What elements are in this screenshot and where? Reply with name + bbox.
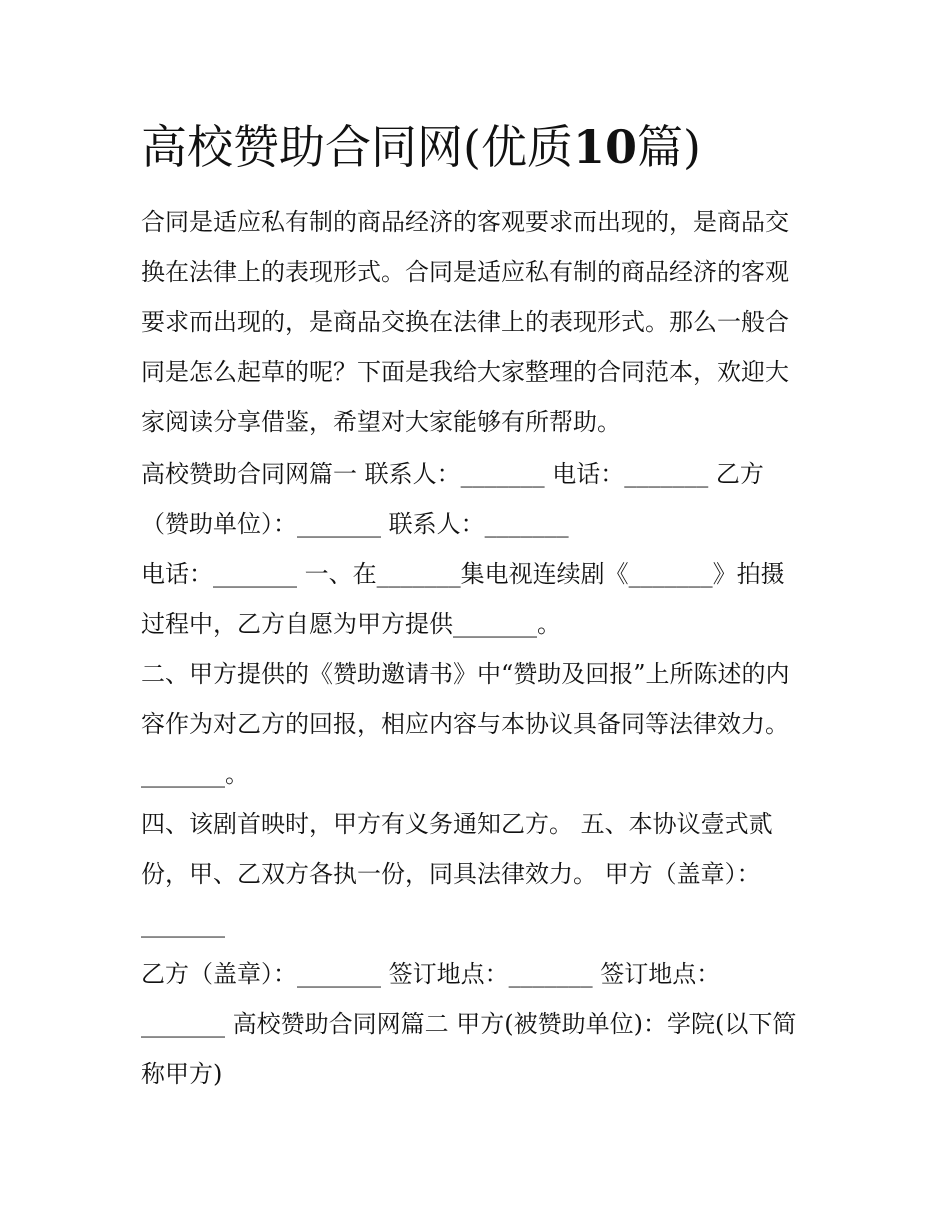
text-line: 要求而出现的，是商品交换在法律上的表现形式。那么一般合 (141, 308, 789, 336)
text-line: 四、该剧首映时，甲方有义务通知乙方。 五、本协议壹式贰 (141, 810, 773, 838)
text-line: _______ (141, 910, 225, 938)
document-title (141, 114, 701, 180)
text-line: 称甲方) (141, 1060, 223, 1088)
text-line: 同是怎么起草的呢？下面是我给大家整理的合同范本，欢迎大 (141, 358, 789, 386)
text-line: 换在法律上的表现形式。合同是适应私有制的商品经济的客观 (141, 258, 789, 286)
intro-paragraph (141, 197, 821, 447)
contract-body (141, 449, 821, 1099)
title-text: 高校赞助合同网(优质 (141, 120, 573, 174)
text-line: 容作为对乙方的回报，相应内容与本协议具备同等法律效力。 (141, 710, 789, 738)
text-line: 过程中，乙方自愿为甲方提供_______。 (141, 610, 561, 638)
text-line: 合同是适应私有制的商品经济的客观要求而出现的，是商品交 (141, 208, 789, 236)
text-line: _______。 (141, 760, 249, 788)
text-line: 乙方（盖章）：_______ 签订地点：_______ 签订地点： (141, 960, 721, 988)
text-line: 二、甲方提供的《赞助邀请书》中“赞助及回报”上所陈述的内 (141, 660, 790, 688)
text-line: 份，甲、乙双方各执一份，同具法律效力。 甲方（盖章）： (141, 860, 761, 888)
text-line: _______ 高校赞助合同网篇二 甲方(被赞助单位)：学院(以下简 (141, 1010, 797, 1038)
text-line: （赞助单位）：_______ 联系人：_______ (141, 510, 569, 538)
text-line: 家阅读分享借鉴，希望对大家能够有所帮助。 (141, 408, 621, 436)
title-number: 10 (572, 120, 637, 174)
text-line: 电话：_______ 一、在_______集电视连续剧《_______》拍摄 (141, 560, 785, 588)
title-suffix: 篇) (636, 120, 701, 174)
text-line: 高校赞助合同网篇一 联系人：_______ 电话：_______ 乙方 (141, 460, 764, 488)
